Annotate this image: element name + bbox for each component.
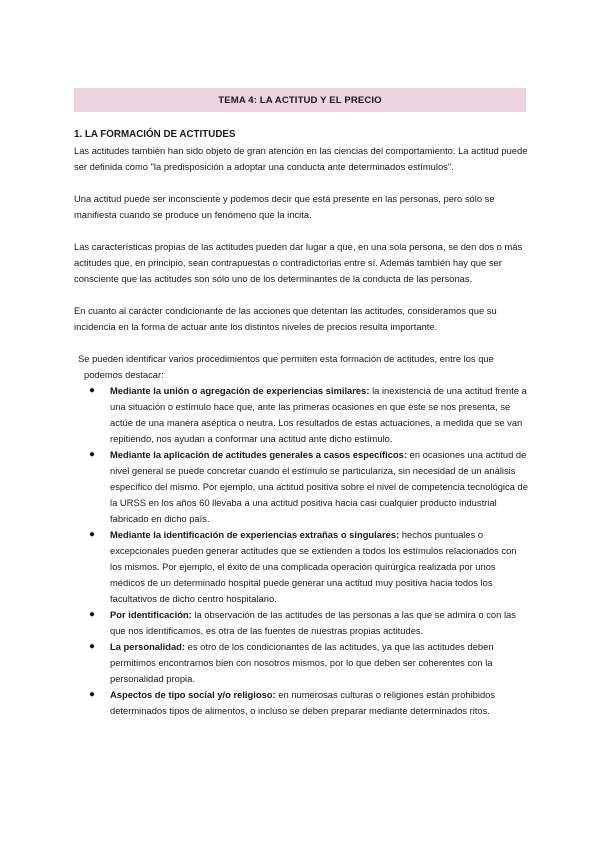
item-lead: La personalidad: — [110, 641, 186, 652]
title-banner — [74, 88, 526, 112]
bullet-icon: ● — [89, 385, 96, 396]
item-text: es otro de los condicionantes de las actitudes, ya que las actitudes deben permitimos encontrarnos bien con nosotros mismos, por lo que deben ser coherentes con la personalidad propia. — [110, 641, 494, 684]
item-lead: Aspectos de tipo social y/o religioso: — [110, 689, 276, 700]
item-lead: Mediante la unión o agregación de experiencias similares: — [110, 385, 370, 396]
item-text: en ocasiones una actitud de nivel general se puede concretar cuando el estímulo se particulariza, sin necesidad de un análisis específico del mismo. Por ejemplo, una actitud positiva sobre el nivel de competencia tecnológica de la URSS en los años 60 llevaba a una actitud positiva hacia casi cualquier producto industrial fabricado en dicho país. — [110, 449, 528, 524]
list-item — [74, 383, 530, 447]
document-body — [74, 127, 530, 719]
list-intro: Se pueden identificar varios procedimientos que permiten esta formación de actitudes, entre los que — [78, 353, 494, 364]
document-title: TEMA 4: LA ACTITUD Y EL PRECIO — [218, 94, 382, 106]
list-item — [74, 607, 530, 639]
bullet-icon: ● — [89, 641, 96, 652]
bullet-icon: ● — [89, 689, 96, 700]
paragraph-4: En cuanto al carácter condicionante de las acciones que detentan las actitudes, consideramos que su incidencia en la forma de actuar ante los distintos niveles de precios resulta importante. — [74, 305, 497, 332]
bullet-icon: ● — [89, 449, 96, 460]
bullet-icon: ● — [89, 529, 96, 540]
item-text: la inexistencia de una actitud frente a una situación o estímulo hace que, ante las primeras ocasiones en que este se nos presenta, se actúe de una manera aséptica o neutra. Los resultados de estas actuaciones, a medida que se van repitiendo, nos ayudan a conformar una actitud ante dicho estímulo. — [110, 385, 527, 444]
list-item — [74, 687, 530, 719]
item-text: hechos puntuales o excepcionales pueden generar actitudes que se extienden a todos los estímulos relacionados con los mismos. Por ejemplo, el éxito de una complicada operación quirúrgica realizada por unos médicos de un determinado hospital puede generar una actitud muy positiva hacia todos los facultativos de dicho centro hospitalario. — [110, 529, 517, 604]
list-item — [74, 527, 530, 607]
paragraph-2: Una actitud puede ser inconsciente y podemos decir que está presente en las personas, pero sólo se manifiesta cuando se produce un fenómeno que la incita. — [74, 193, 495, 220]
section-heading: 1. LA FORMACIÓN DE ACTITUDES — [74, 129, 236, 140]
paragraph-1: Las actitudes también han sido objeto de gran atención en las ciencias del comportamiento. La actitud puede ser definida como "la predisposición a adoptar una conducta ante determinados estímulos". — [74, 145, 528, 172]
list-item — [74, 447, 530, 527]
list-item — [74, 639, 530, 687]
item-text: en numerosas culturas o religiones están prohibidos determinados tipos de alimentos, o incluso se deben preparar mediante determinados ritos. — [110, 689, 496, 716]
bullet-icon: ● — [89, 609, 96, 620]
list-intro-continued: podemos destacar: — [84, 369, 164, 380]
procedures-list — [74, 383, 530, 719]
item-lead: Mediante la identificación de experiencias extrañas o singulares: — [110, 529, 400, 540]
paragraph-3: Las características propias de las actitudes pueden dar lugar a que, en una sola persona, se den dos o más actitudes que, en principio, sean contrapuestas o contradictorias entre sí. Además también hay que ser consciente que las actitudes son sólo uno de los determinantes de la conducta de las personas. — [74, 241, 523, 284]
item-lead: Mediante la aplicación de actitudes generales a casos específicos: — [110, 449, 407, 460]
item-text: la observación de las actitudes de las personas a las que se admira o con las que nos identificamos, es otra de las fuentes de nuestras propias actitudes. — [110, 609, 516, 636]
item-lead: Por identificación: — [110, 609, 192, 620]
